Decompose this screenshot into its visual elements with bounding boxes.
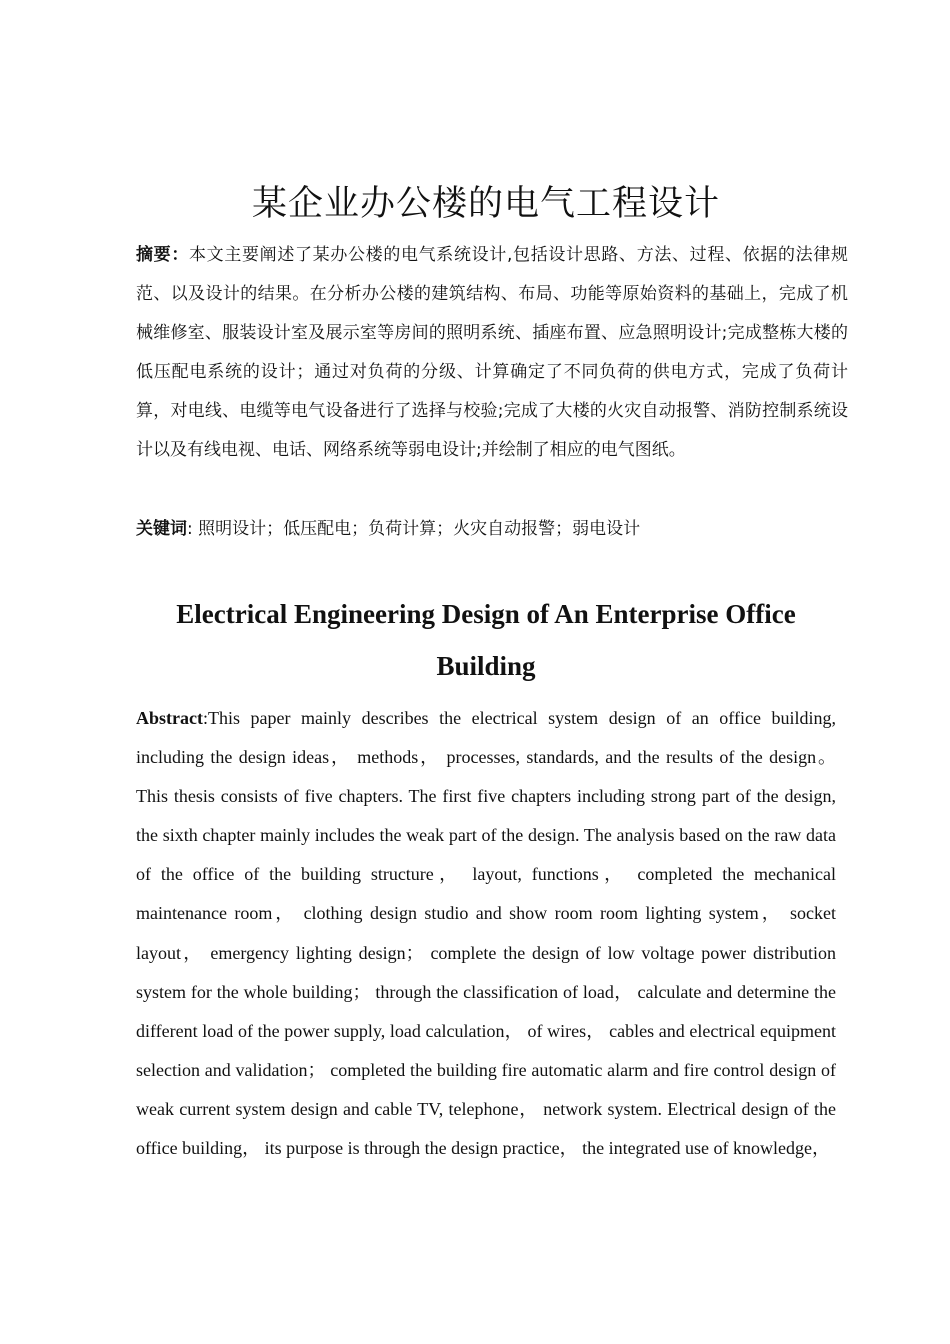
- english-title: Electrical Engineering Design of An Enterprise Office Building: [176, 599, 796, 681]
- chinese-title: 某企业办公楼的电气工程设计: [251, 184, 720, 224]
- chinese-abstract: [136, 236, 848, 470]
- english-abstract: [136, 699, 836, 1168]
- english-abstract-text: :This paper mainly describes the electrical system design of an office building, including the design ideas， methods， processes, standards, and the results of the design。 This thesis consists of five chapters. The first five chapters including strong part of the design, the sixth chapter mainly includes the weak part of the design. The analysis based on the raw data of the office of the building structure， layout, functions， completed the mechanical maintenance room， clothing design studio and show room room lighting system， socket layout， emergency lighting design； complete the design of low voltage power distribution system for the whole building； through the classification of load， calculate and determine the different load of the power supply, load calculation， of wires， cables and electrical equipment selection and validation； completed the building fire automatic alarm and fire control design of weak current system design and cable TV, telephone， network system. Electrical design of the office building， its purpose is through the design practice， the integrated use of knowledge，: [136, 708, 836, 1159]
- chinese-abstract-label: 摘要：: [136, 245, 189, 265]
- chinese-keywords-label: 关键词: [136, 519, 187, 539]
- english-abstract-label: Abstract: [136, 708, 203, 728]
- chinese-keywords-text: : 照明设计；低压配电；负荷计算；火灾自动报警；弱电设计: [187, 519, 641, 539]
- chinese-keywords: [136, 510, 848, 549]
- chinese-abstract-text: 本文主要阐述了某办公楼的电气系统设计,包括设计思路、方法、过程、依据的法律规范、以及设计的结果。在分析办公楼的建筑结构、布局、功能等原始资料的基础上，完成了机械维修室、服装设计室及展示室等房间的照明系统、插座布置、应急照明设计;完成整栋大楼的低压配电系统的设计；通过对负荷的分级、计算确定了不同负荷的供电方式，完成了负荷计算，对电线、电缆等电气设备进行了选择与校验;完成了大楼的火灾自动报警、消防控制系统设计以及有线电视、电话、网络系统等弱电设计;并绘制了相应的电气图纸。: [136, 245, 849, 460]
